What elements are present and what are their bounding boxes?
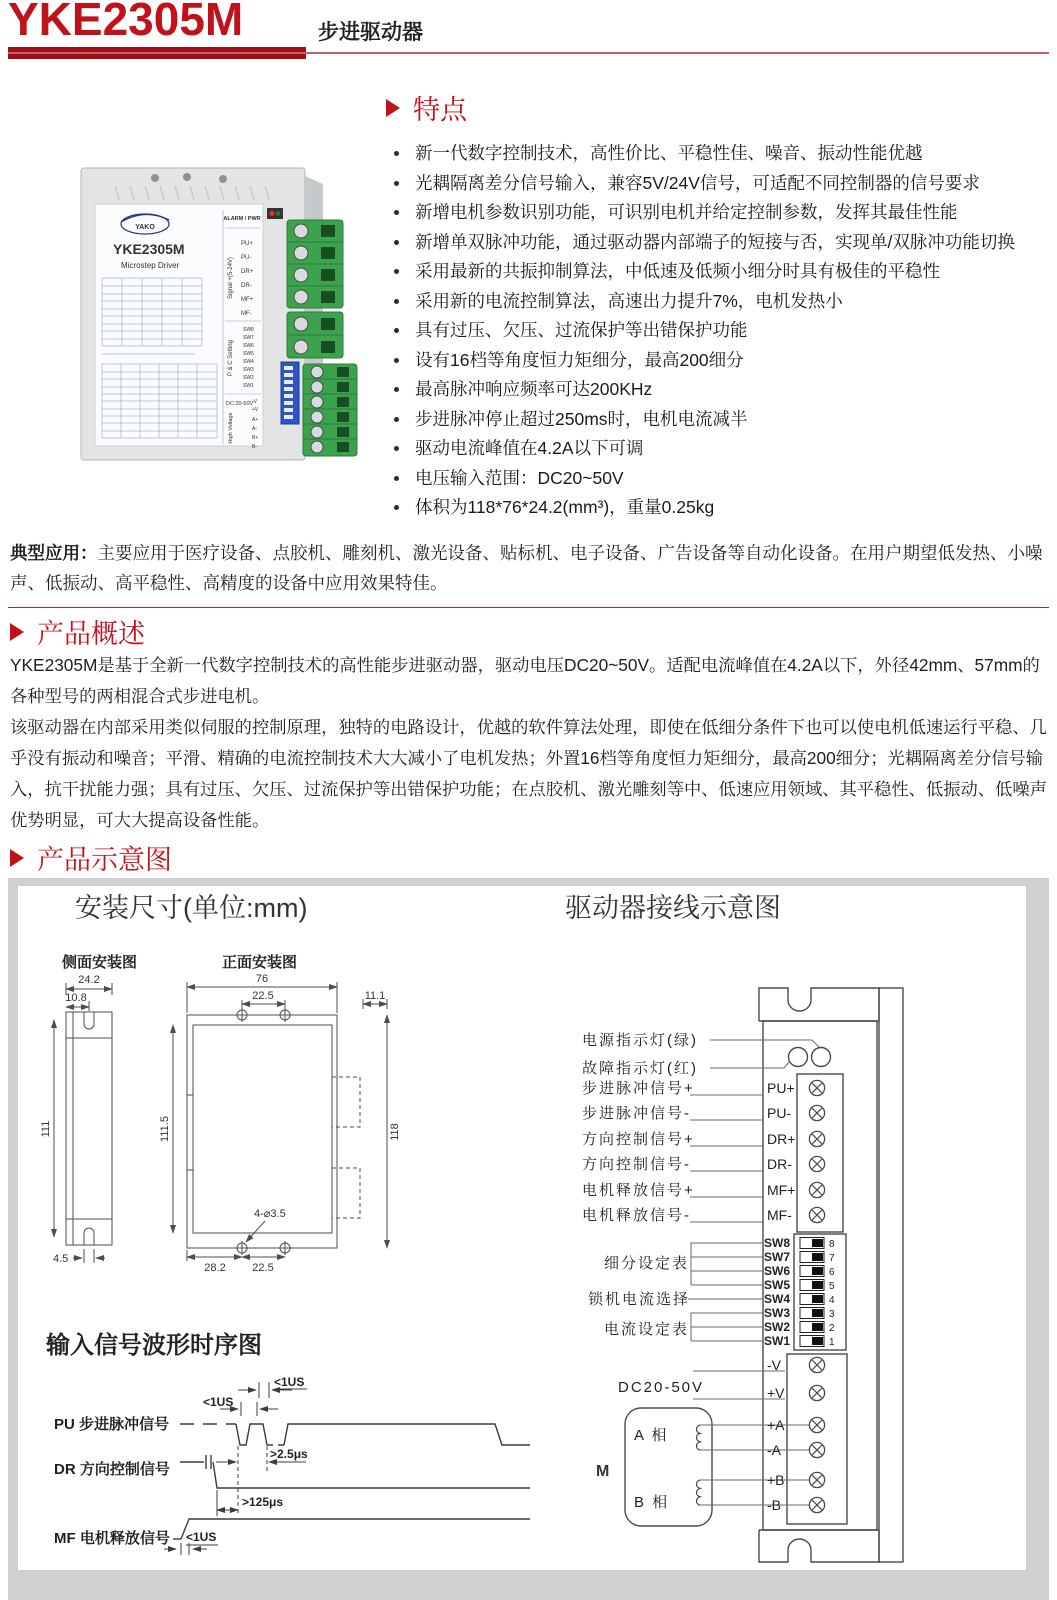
sw-number: 4 <box>829 1295 835 1306</box>
svg-text:DR+: DR+ <box>241 269 254 275</box>
svg-text:+V: +V <box>252 407 259 413</box>
sw-number: 2 <box>829 1323 835 1334</box>
dim-label: 28.2 <box>204 1262 226 1274</box>
terminal-screw-icon <box>809 1105 824 1120</box>
svg-text:A-: A- <box>252 426 257 432</box>
terminal-pin: PU+ <box>767 1080 795 1096</box>
side-view-title: 侧面安装图 <box>62 954 138 971</box>
feature-item: 具有过压、欠压、过流保护等出错保护功能 <box>386 316 1050 346</box>
power-range-label: DC20-50V <box>618 1379 705 1396</box>
power-led-icon <box>789 1048 808 1067</box>
sw-number: 6 <box>829 1267 835 1278</box>
overview-paragraph: YKE2305M是基于全新一代数字控制技术的高性能步进驱动器，驱动电压DC20~50V。适配电流峰值在4.2A以下，外径42mm、57mm的各种型号的两相混合式步进电机。 <box>10 655 1040 706</box>
terminal-pin: DR- <box>767 1156 792 1172</box>
overview-paragraph: 该驱动器在内部采用类似伺服的控制原理，独特的电路设计，优越的软件算法处理，即使在低细分条件下也可以使电机低速运行平稳、几乎没有振动和噪音；平滑、精确的电流控制技术大大减小了电机发热；外置16档等角度恒力矩细分，最高200细分；光耦隔离差分信号输入，抗干扰能力强；具有过压、欠压、过流保护等出错保护功能；在点胶机、激光雕刻等中、低速应用领域、其平稳性、低振动、低噪声优势明显，可大大提高设备性能。 <box>10 717 1047 830</box>
mounting-title: 安装尺寸(单位:mm) <box>75 893 308 923</box>
terminal-screw-icon <box>809 1207 824 1222</box>
terminal-label: 电机释放信号+ <box>582 1182 695 1199</box>
dip-group-label: 电流设定表 <box>604 1321 690 1338</box>
feature-item: 新增电机参数识别功能，可识别电机并给定控制参数，发挥其最佳性能 <box>386 198 1050 228</box>
section-arrow-icon <box>10 849 24 867</box>
dip-switch-block <box>281 362 299 424</box>
power-range-label: DC:20-50V <box>226 401 254 407</box>
feature-item: 驱动电流峰值在4.2A以下可调 <box>386 434 1050 464</box>
terminal-pin: PU- <box>767 1105 792 1121</box>
feature-item: 设有16档等角度恒力矩细分，最高200细分 <box>386 346 1050 376</box>
phase-b-label: B 相 <box>634 1494 670 1511</box>
svg-text:PU-: PU- <box>241 255 252 261</box>
sw-label: SW3 <box>763 1306 790 1320</box>
sw-label: SW2 <box>763 1320 790 1334</box>
alarm-led-icon <box>269 211 274 216</box>
terminal-label: 步进脉冲信号+ <box>582 1080 695 1097</box>
sw-number: 5 <box>829 1281 835 1292</box>
terminal-screw-icon <box>809 1182 824 1197</box>
dim-label: 11.1 <box>364 990 386 1002</box>
terminal-block-signal <box>287 220 343 308</box>
sw-label: SW1 <box>763 1334 790 1348</box>
svg-text:SW4: SW4 <box>243 359 254 365</box>
dim-label: 111 <box>40 1120 52 1138</box>
alarm-label: ALARM / PWR <box>223 216 261 222</box>
sw-label: SW8 <box>763 1236 790 1250</box>
schematic-heading <box>10 838 172 877</box>
timing-title: 输入信号波形时序图 <box>46 1332 262 1359</box>
terminal-screw-icon <box>809 1080 824 1095</box>
sw-label: SW6 <box>763 1264 790 1278</box>
terminal-screw-icon <box>809 1156 824 1171</box>
features-section <box>386 88 1050 523</box>
feature-item: 光耦隔离差分信号输入，兼容5V/24V信号，可适配不同控制器的信号要求 <box>386 169 1050 199</box>
led-window <box>267 208 283 219</box>
svg-text:SW7: SW7 <box>243 335 254 341</box>
feature-item: 最高脉冲响应频率可达200KHz <box>386 375 1050 405</box>
motor-label: M <box>596 1463 610 1480</box>
phase-a-label: A 相 <box>634 1427 669 1444</box>
motor-pin: -B <box>767 1497 781 1513</box>
wiring-title: 驱动器接线示意图 <box>565 893 781 923</box>
terminal-label: 电机释放信号- <box>582 1207 691 1224</box>
dim-label: 22.5 <box>252 990 274 1002</box>
page-title: YKE2305M <box>8 0 244 45</box>
mf-ann: <1US <box>186 1530 217 1544</box>
dip-group-label: 细分设定表 <box>604 1255 690 1272</box>
timing-diagram <box>40 1340 530 1570</box>
svg-text:-V: -V <box>252 399 257 405</box>
setup-ann: >2.5μs <box>270 1447 308 1461</box>
dip-group-label: 锁机电流选择 <box>588 1291 691 1308</box>
schematic-title: 产品示意图 <box>37 845 172 875</box>
section-divider <box>8 607 1049 608</box>
overview-body <box>10 650 1052 836</box>
svg-text:SW8: SW8 <box>243 327 254 333</box>
motor-coils <box>696 1425 700 1505</box>
terminal-screw-icon <box>809 1131 824 1146</box>
screw-hole-icon <box>151 174 159 182</box>
sw-label: SW5 <box>763 1278 790 1292</box>
sw-number: 3 <box>829 1309 835 1320</box>
terminal-screw-icon <box>809 1357 824 1372</box>
feature-item: 电压输入范围：DC20~50V <box>386 464 1050 494</box>
svg-text:A+: A+ <box>252 417 259 423</box>
wiring-diagram <box>560 940 1030 1570</box>
feature-item: 采用新的电流控制算法，高速出力提升7%，电机发热小 <box>386 287 1050 317</box>
typical-application-text: 主要应用于医疗设备、点胶机、雕刻机、激光设备、贴标机、电子设备、广告设备等自动化设备。在用户期望低发热、小噪声、低振动、高平稳性、高精度的设备中应用效果特佳。 <box>10 543 1043 593</box>
pu-waveform <box>180 1424 530 1445</box>
alarm-led-icon <box>812 1048 831 1067</box>
dim-label: 76 <box>255 973 269 985</box>
svg-text:B-: B- <box>252 444 257 450</box>
dim-label: 24.2 <box>78 974 100 986</box>
pulse-low-ann: <1US <box>203 1395 234 1409</box>
svg-text:MF+: MF+ <box>241 297 254 303</box>
terminal-pin: DR+ <box>767 1131 796 1147</box>
motor-pin: -A <box>767 1442 781 1458</box>
mounting-drawing <box>40 945 520 1290</box>
motor-pin: +A <box>767 1417 785 1433</box>
pu-signal-label: PU 步进脉冲信号 <box>54 1416 170 1433</box>
dim-label: 22.5 <box>252 1262 274 1274</box>
svg-text:SW5: SW5 <box>243 351 254 357</box>
mf-waveform <box>173 1519 530 1539</box>
hv-label: High Voltage <box>228 412 234 444</box>
wiring-lines <box>688 1040 819 1505</box>
typical-application <box>10 538 1050 598</box>
terminal-screw-icon <box>809 1417 824 1432</box>
terminal-pin: MF- <box>767 1207 792 1223</box>
direction-ann: >125μs <box>242 1495 284 1509</box>
power-pin: -V <box>767 1357 781 1373</box>
terminal-block-power <box>303 364 357 456</box>
screw-hole-icon <box>219 175 227 183</box>
sw-label: SW7 <box>763 1250 790 1264</box>
features-heading <box>386 88 1050 127</box>
pulse-high-ann: <1US <box>274 1375 305 1389</box>
svg-text:SW6: SW6 <box>243 343 254 349</box>
power-pin: +V <box>767 1385 785 1401</box>
terminal-label: 步进脉冲信号- <box>582 1105 691 1122</box>
power-led-icon <box>276 211 280 215</box>
dim-label: 10.8 <box>65 992 87 1004</box>
terminal-screw-icon <box>809 1497 824 1512</box>
terminal-screw-icon <box>809 1442 824 1457</box>
feature-item: 新一代数字控制技术，高性价比、平稳性佳、噪音、振动性能优越 <box>386 139 1050 169</box>
feature-item: 步进脉冲停止超过250ms时，电机电流减半 <box>386 405 1050 435</box>
svg-text:B+: B+ <box>252 435 259 441</box>
dip-switches[interactable] <box>800 1238 824 1347</box>
page-subtitle: 步进驱动器 <box>318 21 423 44</box>
photo-model-text: YKE2305M <box>113 241 185 257</box>
svg-text:SW1: SW1 <box>243 383 254 389</box>
section-arrow-icon <box>386 99 400 117</box>
feature-item: 采用最新的共振抑制算法，中低速及低频小细分时具有极佳的平稳性 <box>386 257 1050 287</box>
overview-heading <box>10 612 145 651</box>
sw-number: 7 <box>829 1253 835 1264</box>
dr-signal-label: DR 方向控制信号 <box>54 1461 170 1478</box>
terminal-screw-icon <box>809 1472 824 1487</box>
mf-signal-label: MF 电机释放信号 <box>54 1530 170 1547</box>
front-view-title: 正面安装图 <box>222 954 298 971</box>
svg-text:PU+: PU+ <box>241 241 253 247</box>
sw-number: 8 <box>829 1239 835 1250</box>
dr-waveform <box>180 1455 530 1488</box>
dim-label: 111.5 <box>159 1116 171 1142</box>
dim-label: 118 <box>389 1123 401 1141</box>
product-photo <box>55 158 367 468</box>
dim-label: 4-⌀3.5 <box>254 1208 286 1220</box>
svg-text:DR-: DR- <box>241 283 252 289</box>
setting-label: P & C Setting <box>228 340 234 376</box>
svg-text:YAKO: YAKO <box>135 224 155 231</box>
title-rule <box>8 52 1049 54</box>
features-title: 特点 <box>413 95 467 125</box>
terminal-block-mf <box>287 312 343 358</box>
motor-pin: +B <box>767 1472 785 1488</box>
terminal-pin: MF+ <box>767 1182 796 1198</box>
section-arrow-icon <box>10 623 24 641</box>
terminal-label: 方向控制信号- <box>582 1156 691 1173</box>
photo-subtitle-text: Microstep Driver <box>121 261 180 270</box>
dim-label: 4.5 <box>53 1253 69 1265</box>
svg-text:MF-: MF- <box>241 311 252 317</box>
features-list <box>386 139 1050 523</box>
screw-hole-icon <box>183 173 191 181</box>
overview-title: 产品概述 <box>37 619 145 649</box>
typical-application-label: 典型应用： <box>10 543 98 563</box>
feature-item: 新增单双脉冲功能，通过驱动器内部端子的短接与否，实现单/双脉冲功能切换 <box>386 228 1050 258</box>
terminal-screw-icon <box>809 1385 824 1400</box>
signal-range-label: Signal +(5-24V) <box>228 257 234 299</box>
feature-item: 体积为118*76*24.2(mm³)，重量0.25kg <box>386 493 1050 523</box>
sw-label: SW4 <box>763 1292 790 1306</box>
svg-text:SW2: SW2 <box>243 375 254 381</box>
led-green-label: 电源指示灯(绿) <box>582 1032 698 1049</box>
led-red-label: 故障指示灯(红) <box>582 1060 698 1077</box>
sw-number: 1 <box>829 1337 835 1348</box>
terminal-label: 方向控制信号+ <box>582 1131 695 1148</box>
svg-text:SW3: SW3 <box>243 367 254 373</box>
side-view-drawing <box>54 983 112 1263</box>
